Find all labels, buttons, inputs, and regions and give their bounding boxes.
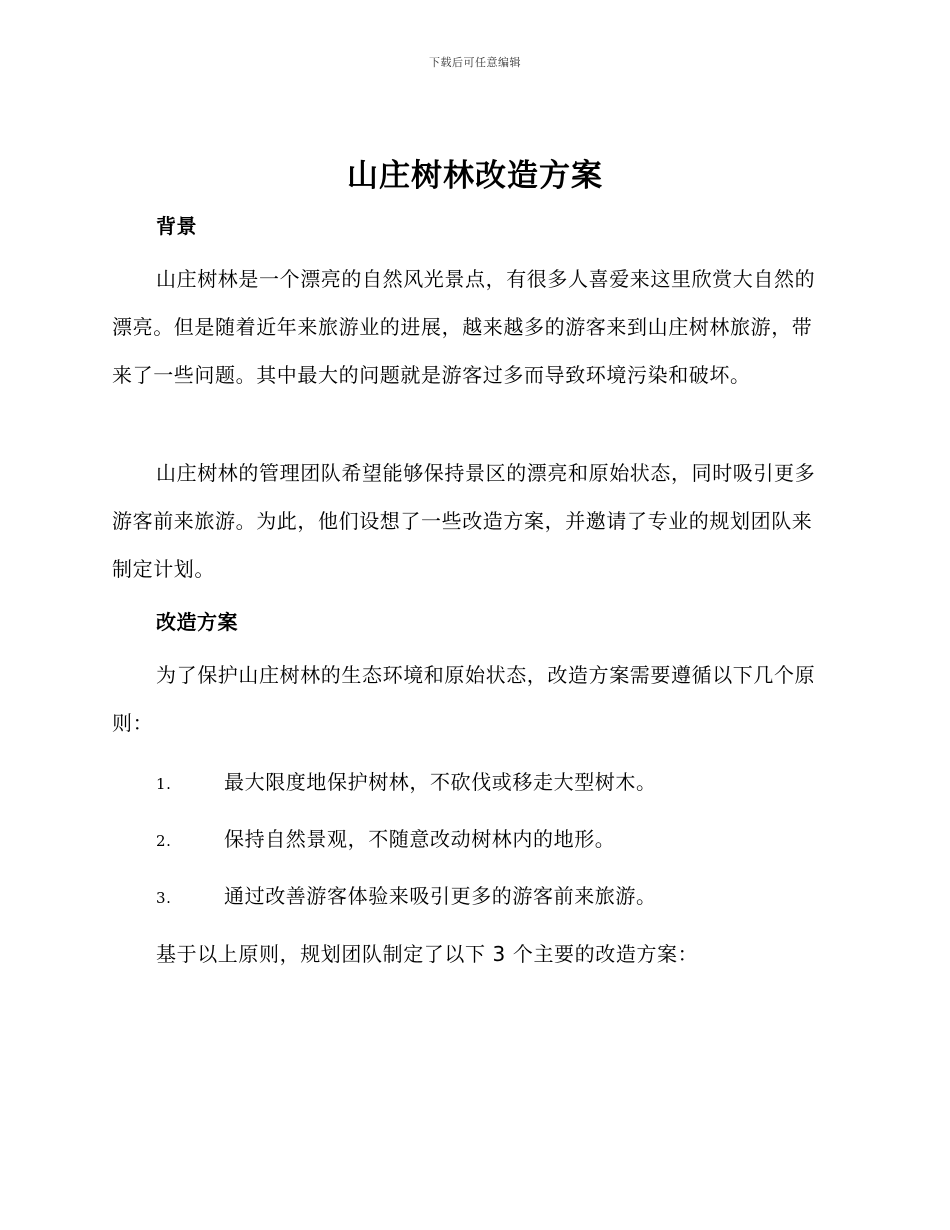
principle-list-item-1: [156, 766, 836, 795]
document-title: 山庄树林改造方案: [347, 158, 603, 194]
page-header-note: 下载后可任意编辑: [429, 56, 521, 69]
list-number: 3.: [156, 889, 172, 907]
plan-intro-paragraph: 为了保护山庄树林的生态环境和原始状态，改造方案需要遵循以下几个原则：: [112, 663, 816, 735]
list-item-text: 最大限度地保护树林，不砍伐或移走大型树木。: [224, 770, 657, 794]
list-item-text: 保持自然景观，不随意改动树林内的地形。: [224, 827, 616, 851]
section-heading-background: 背景: [156, 214, 197, 238]
background-paragraph-2: 山庄树林的管理团队希望能够保持景区的漂亮和原始状态，同时吸引更多游客前来旅游。为此，他们设想了一些改造方案，并邀请了专业的规划团队来制定计划。: [112, 461, 816, 581]
closing-paragraph: 基于以上原则，规划团队制定了以下 3 个主要的改造方案：: [156, 942, 699, 966]
list-number: 2.: [156, 832, 172, 850]
section-heading-plan: 改造方案: [156, 610, 238, 634]
list-item-text: 通过改善游客体验来吸引更多的游客前来旅游。: [224, 884, 657, 908]
list-number: 1.: [156, 775, 172, 793]
principle-list-item-2: [156, 823, 836, 852]
principle-list-item-3: [156, 880, 836, 909]
background-paragraph-1: 山庄树林是一个漂亮的自然风光景点，有很多人喜爱来这里欣赏大自然的漂亮。但是随着近年来旅游业的进展，越来越多的游客来到山庄树林旅游，带来了一些问题。其中最大的问题就是游客过多而导致环境污染和破坏。: [112, 267, 816, 387]
